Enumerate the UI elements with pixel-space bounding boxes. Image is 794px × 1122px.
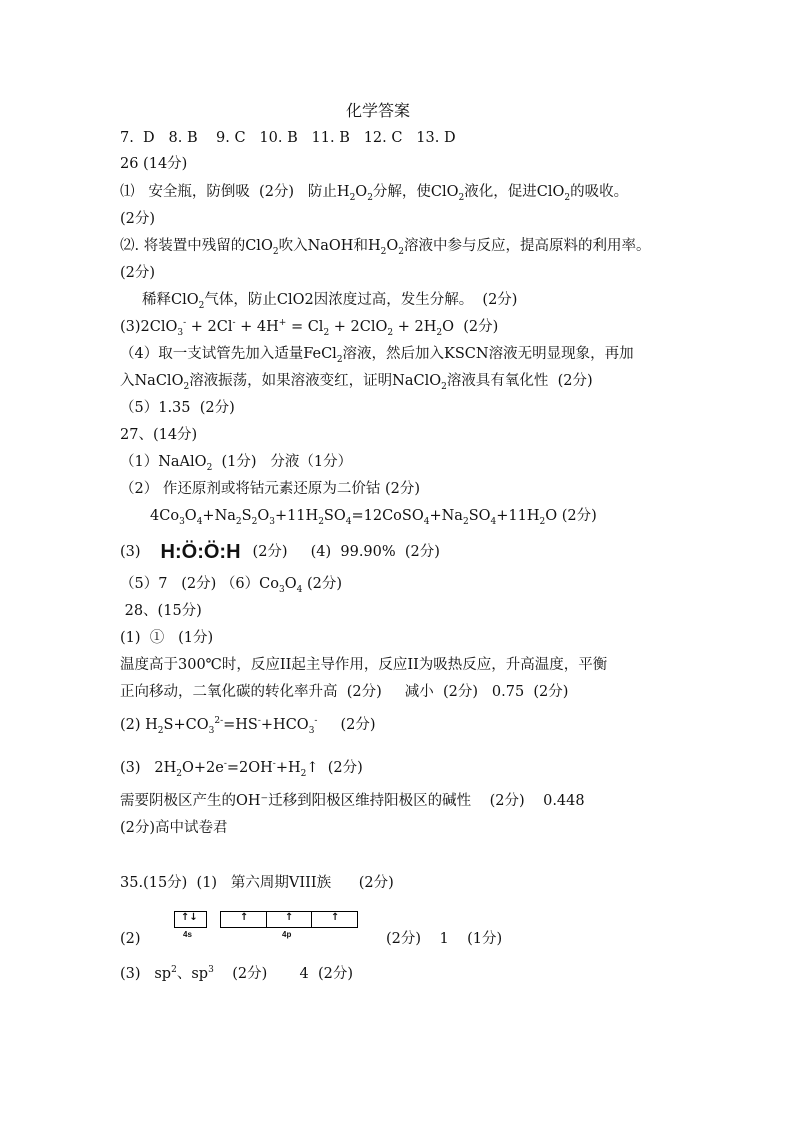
q28-part2: (2) $H_2S+CO_3^{2-}=HS^-+HCO_3^-$ (2分) (120, 716, 376, 736)
q28-part3: (3) $2H_2O+2e^-=2OH^-+H_2↑$ (2分) (120, 759, 363, 779)
q27-part5-6: （5）7 (2分) $(6)Co_3O_4$ (2分) (120, 576, 342, 595)
q26-part2: ⑵. 将装置中残留的ClO$_2$吹入NaOH和$H_2O_2$溶液中参与反应，提高原料的利用率。 (120, 238, 651, 257)
hydrogen-peroxide-lewis-structure: H:Ö:Ö:H (160, 541, 241, 563)
q35-part3: (3) $sp^2$、$sp^3$ (2分) 4 (2分) (120, 965, 354, 982)
q26-part2-score: (2分) (120, 265, 156, 281)
q28-part1-line2: 温度高于300℃时，反应II起主导作用，反应II为吸热反应，升高温度，平衡 (120, 657, 608, 673)
q35-heading: 35.(15分) (1) 第六周期VIII族 (2分) (120, 875, 394, 891)
q26-heading: 26 (14分) (120, 156, 188, 172)
q26-part4-line1: （4）取一支试管先加入适量FeCl$_2$溶液，然后加入KSCN溶液无明显现象，再加 (120, 346, 634, 365)
q26-part1: ⑴ 安全瓶，防倒吸 (2分) 防止$H_2O_2$分解，使ClO$_2$液化，促进ClO$_2$的吸收。 (120, 184, 629, 203)
orbital-label-4p: 4p (282, 930, 292, 939)
orbital-diagram (174, 911, 364, 945)
orbital-box-4p-2 (266, 911, 312, 928)
arrow-up-icon: ↑ (331, 912, 340, 923)
q27-part2: （2） 作还原剂或将钴元素还原为二价钴 (2分) (120, 481, 420, 497)
orbital-label-4s: 4s (183, 930, 192, 939)
q28-heading: 28、(15分) (120, 603, 202, 619)
q27-part3-4: (3) H:Ö:Ö:H (2分) (4) 99.90% (2分) (120, 541, 440, 563)
page-title: 化学答案 (346, 101, 411, 120)
arrow-up-icon: ↑ (285, 912, 294, 923)
q28-part1-line3: 正向移动，二氧化碳的转化率升高 (2分) 减小 (2分) 0.75 (2分) (120, 684, 569, 700)
mc-answers: 7. D 8. B 9. C 10. B 11. B 12. C 13. D (120, 130, 456, 146)
q26-part1-score: (2分) (120, 211, 156, 227)
q26-part3: $(3)2ClO_3^- + 2Cl^- + 4H^+ = Cl_2 + 2ClO_2 + 2H_2O$ (2分) (120, 318, 499, 338)
q27-part1: （1）NaAlO$_2$ (1分) 分液（1分） (120, 454, 353, 473)
q26-part2b: 稀释ClO$_2$气体，防止ClO2因浓度过高，发生分解。 (2分) (142, 292, 518, 311)
q28-part3-line3: (2分)高中试卷君 (120, 820, 228, 836)
q28-part1: (1) ① (1分) (120, 630, 214, 646)
q28-part3-line2: 需要阴极区产生的OH⁻迁移到阳极区维持阳极区的碱性 (2分) 0.448 (120, 793, 585, 809)
arrow-up-down-icon: ↑↓ (181, 912, 198, 923)
q35-part2-label: (2) (120, 931, 141, 947)
q26-part4-line2: 入NaClO$_2$溶液振荡，如果溶液变红，证明NaClO$_2$溶液具有氧化性 (2分) (120, 373, 593, 392)
arrow-up-icon: ↑ (240, 912, 249, 923)
q27-equation: $4Co_3O_4+Na_2S_2O_3+11H_2SO_4=12CoSO_4+Na_2SO_4+11H_2O$ (2分) (150, 508, 597, 527)
orbital-box-4p-1 (220, 911, 267, 928)
orbital-box-4p-3 (311, 911, 358, 928)
q26-part5: （5）1.35 (2分) (120, 400, 235, 416)
q35-part2-score: (2分) 1 (1分) (386, 931, 503, 947)
q27-heading: 27、(14分) (120, 427, 198, 443)
orbital-box-4s (174, 911, 207, 928)
